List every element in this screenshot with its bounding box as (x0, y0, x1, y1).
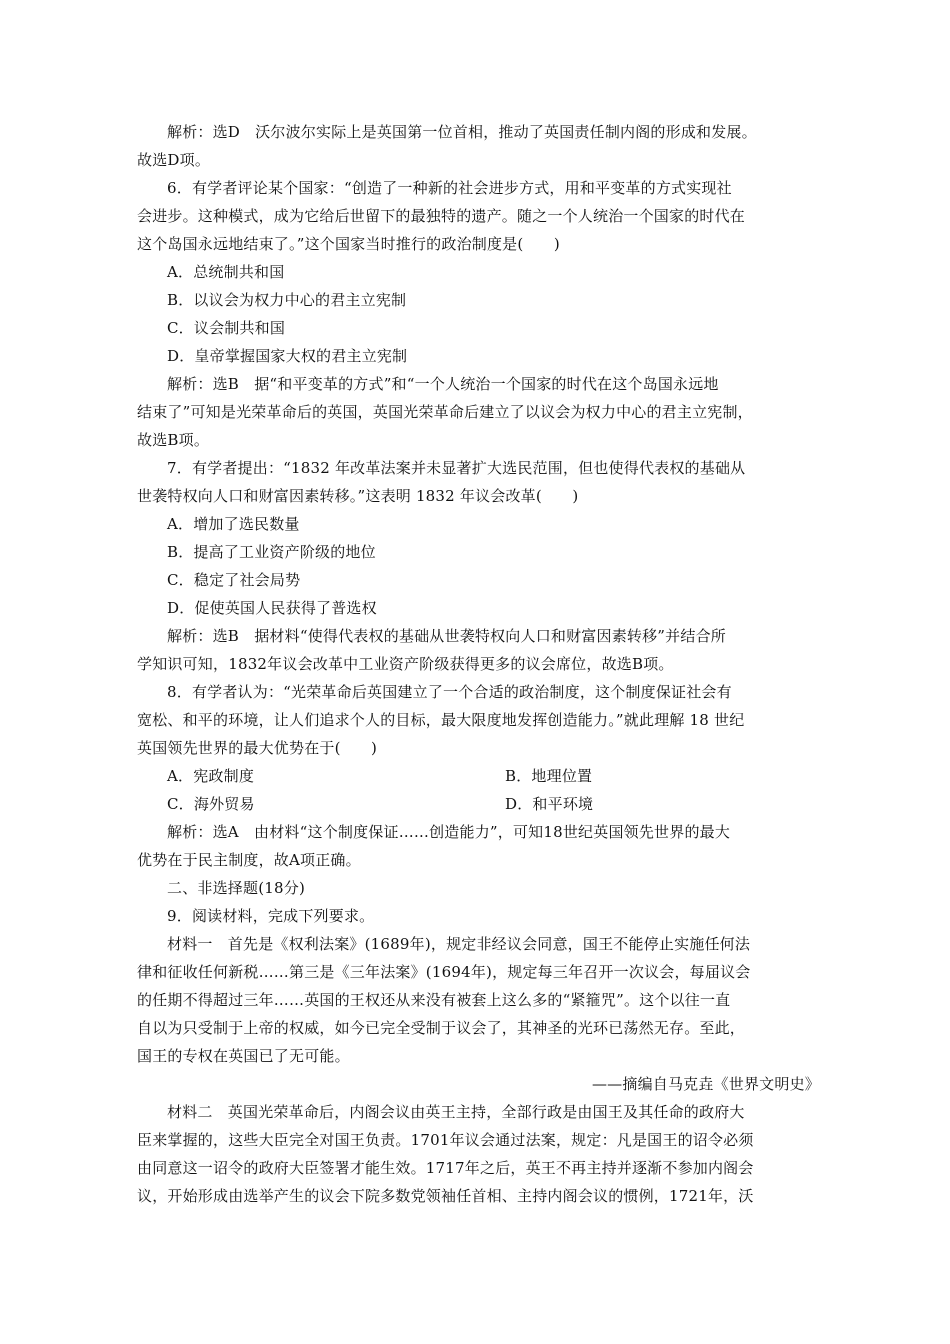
material-2-cont1: 臣来掌握的，这些大臣完全对国王负责。1701年议会通过法案，规定：凡是国王的诏令必须 (137, 1131, 754, 1149)
q7-option-c: C．稳定了社会局势 (167, 571, 301, 589)
explanation-q6: 解析：选B 据“和平变革的方式”和“一个人统治一个国家的时代在这个岛国永远地 (167, 375, 719, 393)
q6-option-d: D．皇帝掌握国家大权的君主立宪制 (167, 347, 408, 365)
material-1-cont4: 国王的专权在英国已了无可能。 (137, 1047, 350, 1065)
question-8-cont2: 英国领先世界的最大优势在于( ) (137, 739, 378, 757)
material-1-cont3: 自以为只受制于上帝的权威，如今已完全受制于议会了，其神圣的光环已荡然无存。至此， (137, 1019, 746, 1037)
explanation-q8: 解析：选A 由材料“这个制度保证……创造能力”，可知18世纪英国领先世界的最大 (167, 823, 731, 841)
material-1-cont2: 的任期不得超过三年……英国的王权还从来没有被套上这么多的“紧箍咒”。这个以往一直 (137, 991, 731, 1009)
material-2: 材料二 英国光荣革命后，内阁会议由英王主持，全部行政是由国王及其任命的政府大 (167, 1103, 745, 1121)
question-6: 6．有学者评论某个国家：“创造了一种新的社会进步方式，用和平变革的方式实现社 (167, 179, 732, 197)
q8-option-d: D．和平环境 (505, 795, 594, 813)
q8-option-b: B．地理位置 (505, 767, 593, 785)
q7-option-d: D．促使英国人民获得了普选权 (167, 599, 377, 617)
q6-option-b: B．以议会为权力中心的君主立宪制 (167, 291, 407, 309)
explanation-q5: 解析：选D 沃尔波尔实际上是英国第一位首相，推动了英国责任制内阁的形成和发展。 (167, 123, 757, 141)
material-2-cont2: 由同意这一诏令的政府大臣签署才能生效。1717年之后，英王不再主持并逐渐不参加内阁会 (137, 1159, 754, 1177)
explanation-q8-cont: 优势在于民主制度，故A项正确。 (137, 851, 361, 869)
question-8: 8．有学者认为：“光荣革命后英国建立了一个合适的政治制度，这个制度保证社会有 (167, 683, 732, 701)
q8-option-c: C．海外贸易 (167, 795, 255, 813)
explanation-q7-cont: 学知识可知，1832年议会改革中工业资产阶级获得更多的议会席位，故选B项。 (137, 655, 674, 673)
q8-option-a: A．宪政制度 (167, 767, 255, 785)
q6-option-c: C．议会制共和国 (167, 319, 286, 337)
material-1-cont1: 律和征收任何新税……第三是《三年法案》(1694年)，规定每三年召开一次议会，每届议会 (137, 963, 751, 981)
question-7: 7．有学者提出：“1832 年改革法案并未显著扩大选民范围，但也使得代表权的基础从 (167, 459, 746, 477)
explanation-q6-cont2: 故选B项。 (137, 431, 210, 449)
section-heading: 二、非选择题(18分) (167, 879, 305, 897)
material-2-cont3: 议，开始形成由选举产生的议会下院多数党领袖任首相、主持内阁会议的惯例，1721年，沃 (137, 1187, 754, 1205)
question-7-cont: 世袭特权向人口和财富因素转移。”这表明 1832 年议会改革( ) (137, 487, 579, 505)
question-9: 9．阅读材料，完成下列要求。 (167, 907, 375, 925)
explanation-q6-cont1: 结束了”可知是光荣革命后的英国，英国光荣革命后建立了以议会为权力中心的君主立宪制， (137, 403, 753, 421)
q7-option-a: A．增加了选民数量 (167, 515, 300, 533)
explanation-q5-cont: 故选D项。 (137, 151, 211, 169)
material-1: 材料一 首先是《权利法案》(1689年)，规定非经议会同意，国王不能停止实施任何法 (167, 935, 751, 953)
question-6-cont2: 这个岛国永远地结束了。”这个国家当时推行的政治制度是( ) (137, 235, 560, 253)
material-1-source: ——摘编自马克垚《世界文明史》 (591, 1075, 820, 1093)
q7-option-b: B．提高了工业资产阶级的地位 (167, 543, 376, 561)
q6-option-a: A．总统制共和国 (167, 263, 285, 281)
question-6-cont1: 会进步。这种模式，成为它给后世留下的最独特的遗产。随之一个人统治一个国家的时代在 (137, 207, 746, 225)
question-8-cont1: 宽松、和平的环境，让人们追求个人的目标，最大限度地发挥创造能力。”就此理解 18 世纪 (137, 711, 745, 729)
explanation-q7: 解析：选B 据材料“使得代表权的基础从世袭特权向人口和财富因素转移”并结合所 (167, 627, 726, 645)
